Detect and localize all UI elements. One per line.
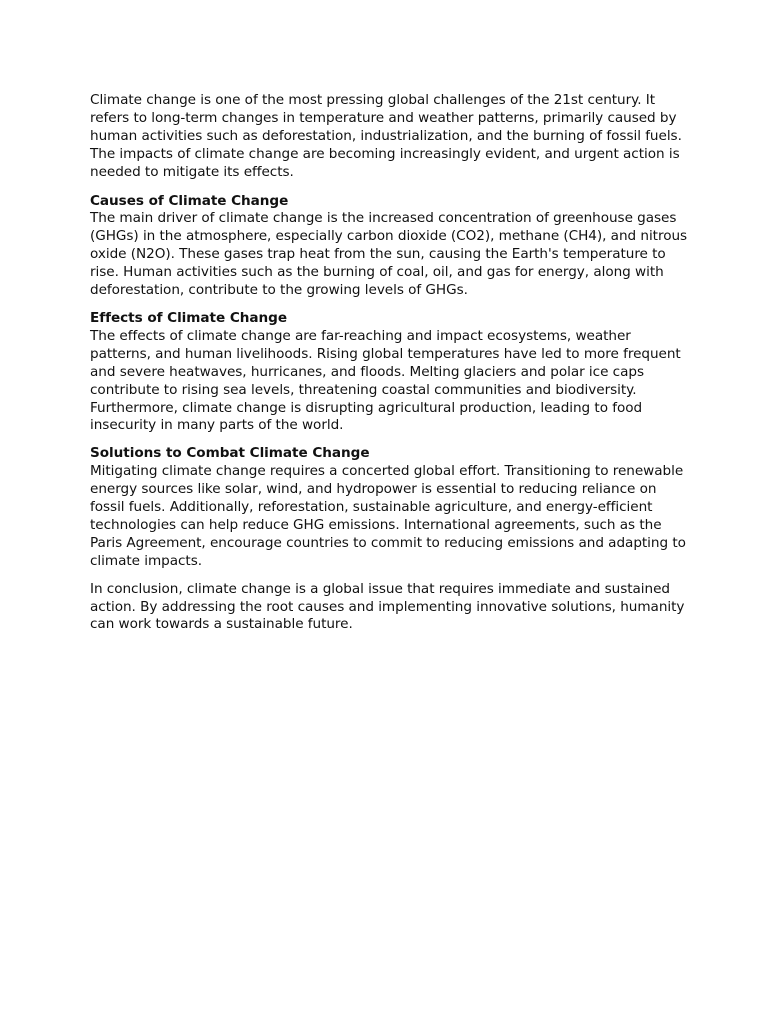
section-causes (90, 193, 690, 300)
section-heading-solutions: Solutions to Combat Climate Change (90, 445, 370, 462)
section-body-solutions: Mitigating climate change requires a concerted global effort. Transitioning to renewable energy sources like solar, wind, and hydropower is essential to reducing reliance on fossil fuels. Additionally, reforestation, sustainable agriculture, and energy-efficient technologies can help reduce GHG emissions. International agreements, such as the Paris Agreement, encourage countries to commit to reducing emissions and adapting to climate impacts. (90, 463, 686, 569)
intro-paragraph: Climate change is one of the most pressing global challenges of the 21st century. It refers to long-term changes in temperature and weather patterns, primarily caused by human activities such as deforestation, industrialization, and the burning of fossil fuels. The impacts of climate change are becoming increasingly evident, and urgent action is needed to mitigate its effects. (90, 92, 682, 180)
section-body-causes: The main driver of climate change is the increased concentration of greenhouse gases (GHGs) in the atmosphere, especially carbon dioxide (CO2), methane (CH4), and nitrous oxide (N2O). These gases trap heat from the sun, causing the Earth's temperature to rise. Human activities such as the burning of coal, oil, and gas for energy, along with deforestation, contribute to the growing levels of GHGs. (90, 210, 688, 299)
document-page (90, 92, 690, 645)
conclusion-paragraph: In conclusion, climate change is a global issue that requires immediate and sustained action. By addressing the root causes and implementing innovative solutions, humanity can work towards a sustainable future. (90, 580, 685, 633)
section-effects (90, 310, 690, 435)
section-heading-causes: Causes of Climate Change (90, 192, 289, 209)
section-heading-effects: Effects of Climate Change (90, 309, 287, 326)
section-solutions (90, 445, 690, 570)
section-body-effects: The effects of climate change are far-reaching and impact ecosystems, weather patterns, and human livelihoods. Rising global temperatures have led to more frequent and severe heatwaves, hurricanes, and floods. Melting glaciers and polar ice caps contribute to rising sea levels, threatening coastal communities and biodiversity. Furthermore, climate change is disrupting agricultural production, leading to food insecurity in many parts of the world. (90, 327, 681, 434)
